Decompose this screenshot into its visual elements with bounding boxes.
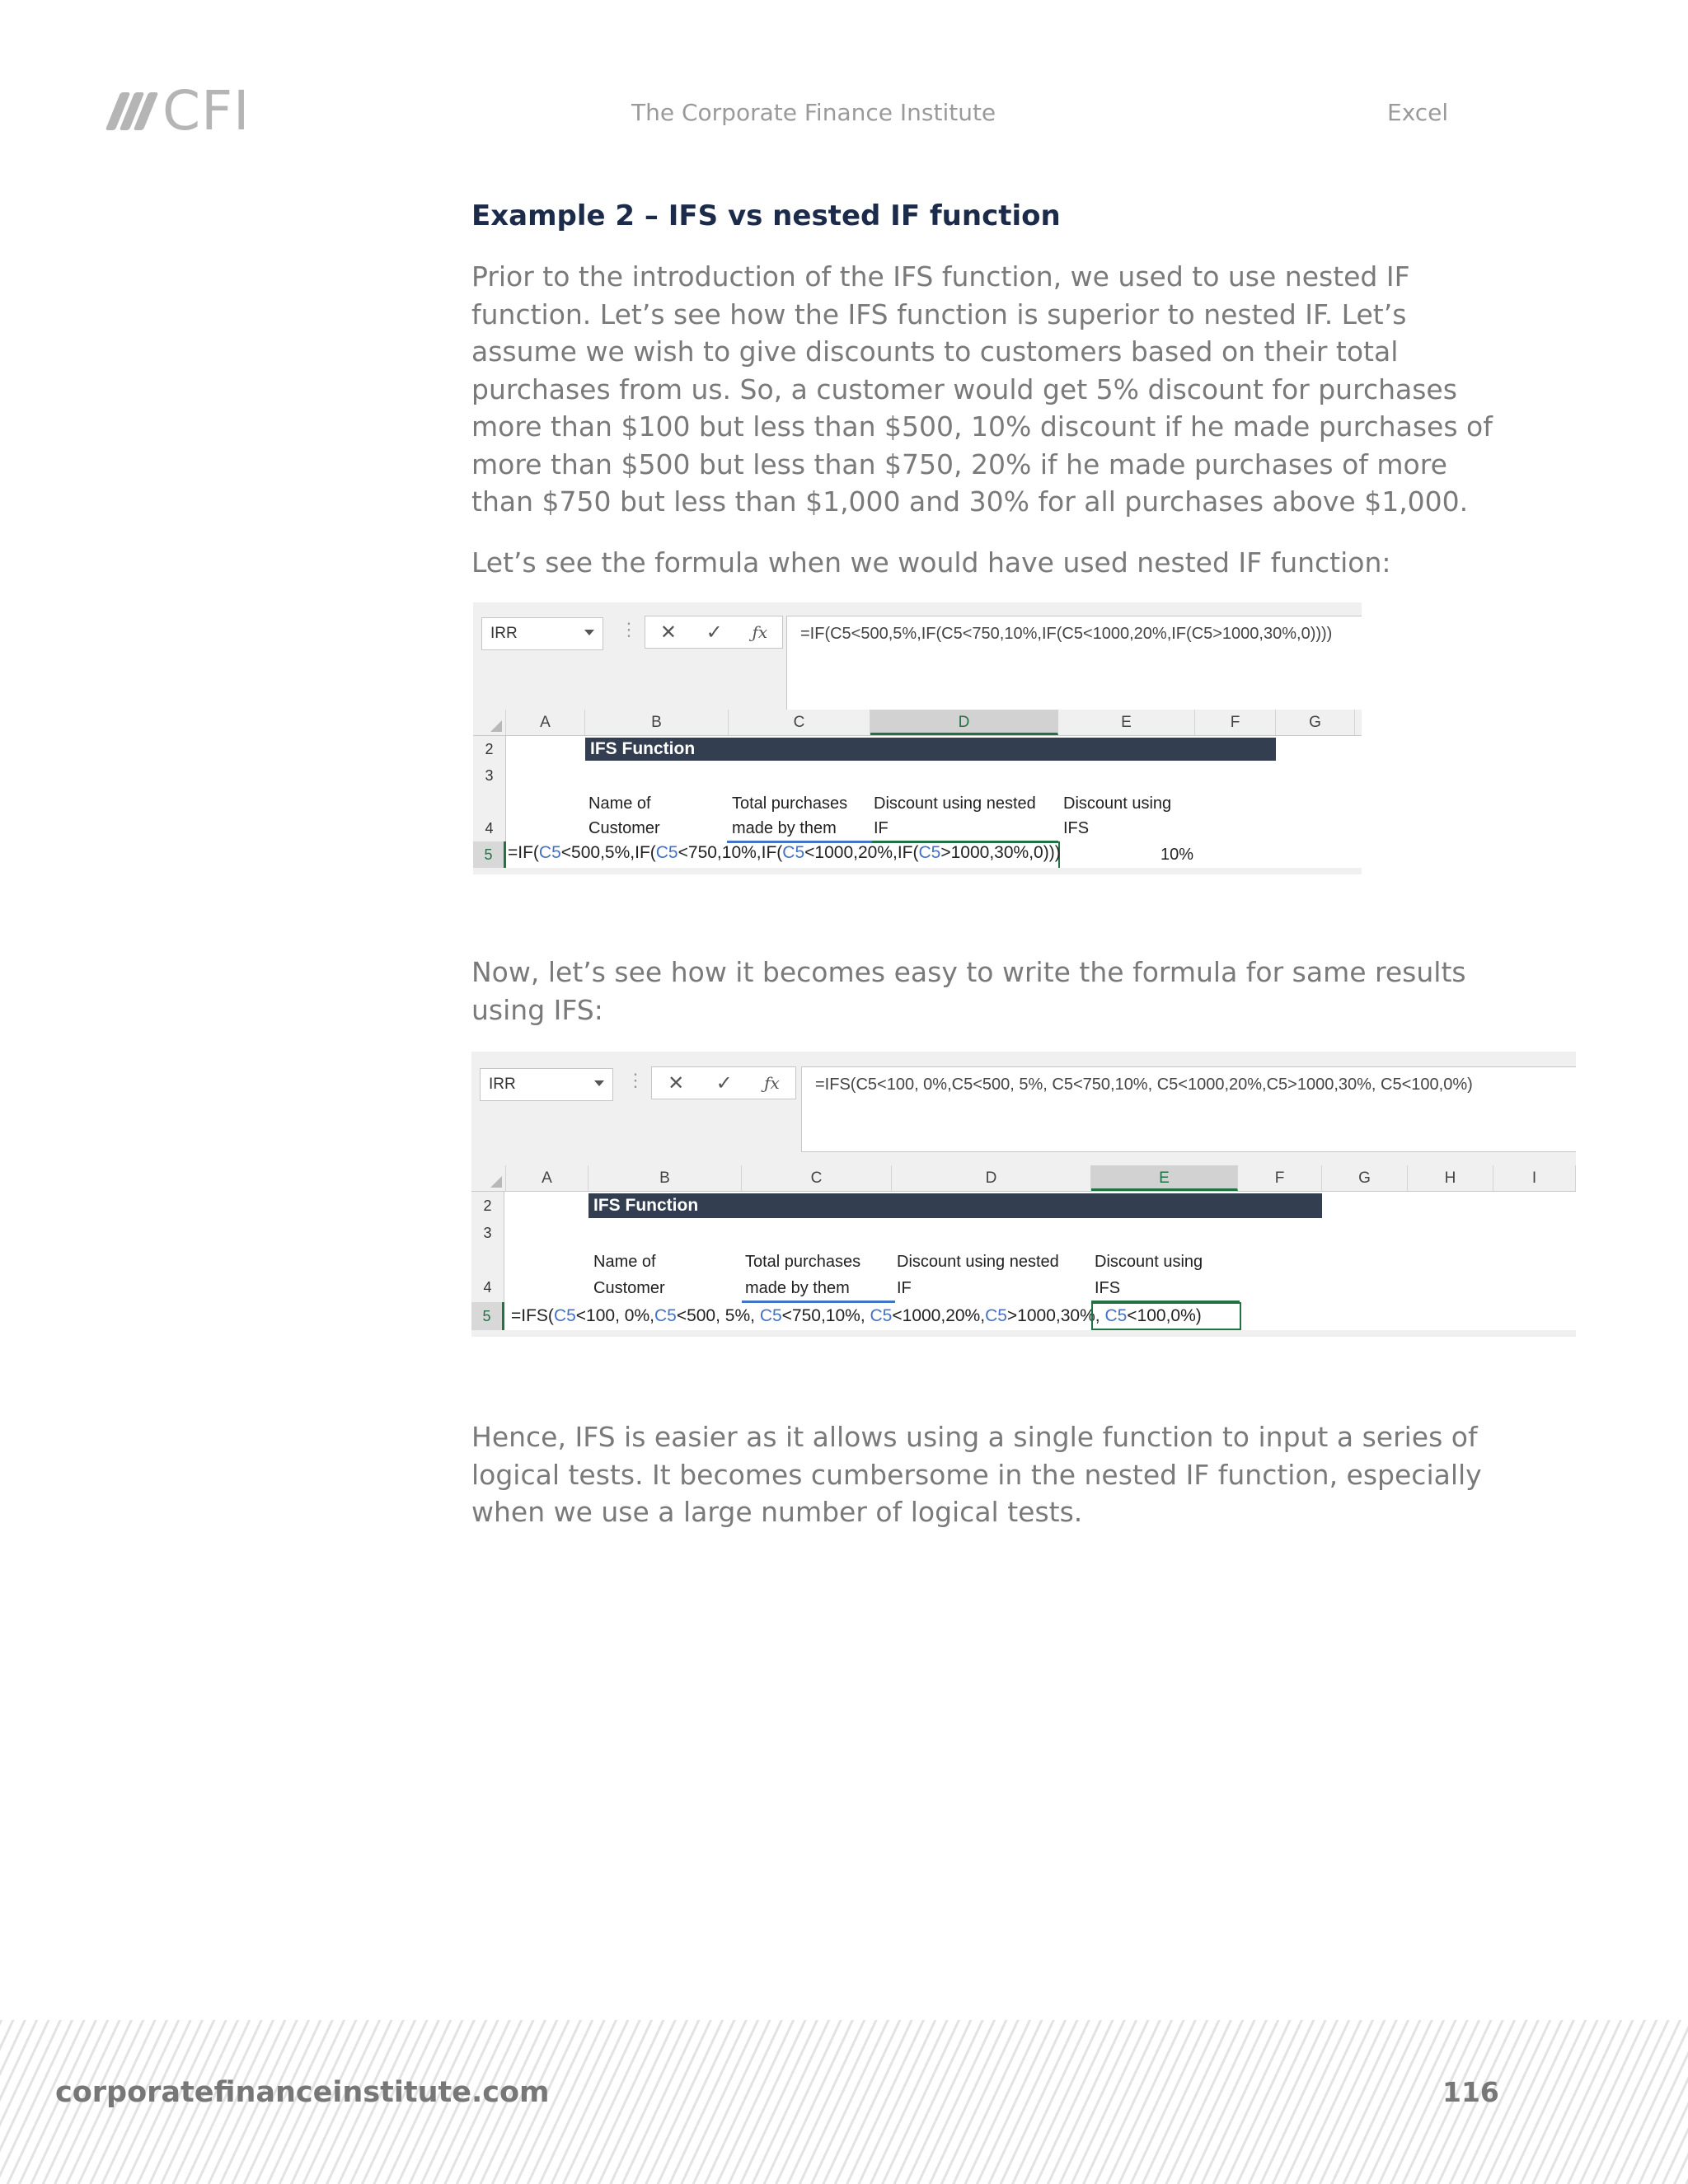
formula-bar: =IFS(C5<100, 0%,C5<500, 5%, C5<750,10%, C5<1000,20%,C5>1000,30%, C5<100,0%)	[801, 1066, 1576, 1152]
drag-handle-icon: ⋮	[626, 1070, 645, 1090]
banner-ifs-function: IFS Function	[588, 1193, 1322, 1218]
header-section: Excel	[1387, 99, 1449, 126]
drag-handle-icon: ⋮	[620, 619, 638, 640]
logo-slashes-icon	[113, 92, 151, 130]
excel-screenshot-ifs	[471, 1052, 1576, 1337]
sheet-grid: 2 3 4 5 IFS Function Name of Customer Total purchases made by them Discount using nested IF Discount using IFS =IFS(C5<100, 0%,C5<500, 5%, C5<750,10%, C5<1000,20%,C5>1000,30%, C5<100,0%)	[471, 1192, 1576, 1330]
excel-screenshot-nested-if	[473, 602, 1362, 874]
check-icon: ✓	[715, 1071, 733, 1094]
dropdown-arrow-icon	[584, 630, 594, 635]
cell-e5-value: 10%	[1160, 846, 1194, 864]
page-number: 116	[1442, 2076, 1499, 2108]
cancel-icon: ✕	[668, 1071, 685, 1094]
selected-cell-outline	[1091, 1302, 1241, 1330]
name-box: IRR	[481, 617, 603, 650]
formula-buttons	[651, 1066, 796, 1099]
paragraph-conclusion: Hence, IFS is easier as it allows using a single function to input a series of logical tests. It becomes cumbersome in the nested IF function, especially when we use a large number of logical tests.	[471, 1421, 1482, 1528]
formula-bar: =IF(C5<500,5%,IF(C5<750,10%,IF(C5<1000,20%,IF(C5>1000,30%,0))))	[786, 616, 1362, 711]
banner-ifs-function: IFS Function	[585, 738, 1276, 761]
cell-d5-formula: =IF(C5<500,5%,IF(C5<750,10%,IF(C5<1000,20%,IF(C5>1000,30%,0)))	[508, 841, 1060, 868]
fx-icon: ƒx	[752, 622, 768, 642]
cfi-logo	[113, 79, 278, 143]
formula-buttons	[645, 616, 783, 649]
fx-icon: ƒx	[764, 1073, 780, 1093]
column-headers: A B C D E F G	[473, 710, 1362, 736]
cancel-icon: ✕	[659, 621, 677, 644]
check-icon: ✓	[706, 621, 723, 644]
footer-site-link[interactable]: corporatefinanceinstitute.com	[55, 2076, 550, 2109]
paragraph-ifs: Now, let’s see how it becomes easy to write the formula for same results using IFS:	[471, 956, 1466, 1026]
cell-e5-formula: =IFS(C5<100, 0%,C5<500, 5%, C5<750,10%, C5<1000,20%,C5>1000,30%, C5<100,0%)	[511, 1306, 1202, 1325]
paragraph-nested-if: Let’s see the formula when we would have used nested IF function:	[471, 546, 1391, 579]
logo-text: CFI	[162, 79, 251, 143]
section-heading: Example 2 – IFS vs nested IF function	[471, 199, 1061, 232]
name-box: IRR	[480, 1068, 613, 1101]
paragraph-intro: Prior to the introduction of the IFS function, we used to use nested IF function. Let’s see how the IFS function is superior to nested IF. Let’s assume we wish to give discounts to customers based on their total purchases from us. So, a customer would get 5% discount for purchases more than $100 but less than $500, 10% discount if he made purchases of more than $500 but less than $750, 20% if he made purchases of more than $750 but less than $1,000 and 30% for all purchases above $1,000.	[471, 260, 1493, 518]
sheet-grid: 2 3 4 5 IFS Function Name of Customer Total purchases made by them Discount using nested IF Discount using IFS =IF(C5<500,5%,IF(C5<750,10%,IF(C5<1000,20%,IF(C5>1000,30%,0))) 10%	[473, 736, 1362, 868]
dropdown-arrow-icon	[594, 1080, 604, 1086]
column-headers: A B C D E F G H I	[471, 1165, 1576, 1192]
header-title: The Corporate Finance Institute	[631, 99, 996, 126]
